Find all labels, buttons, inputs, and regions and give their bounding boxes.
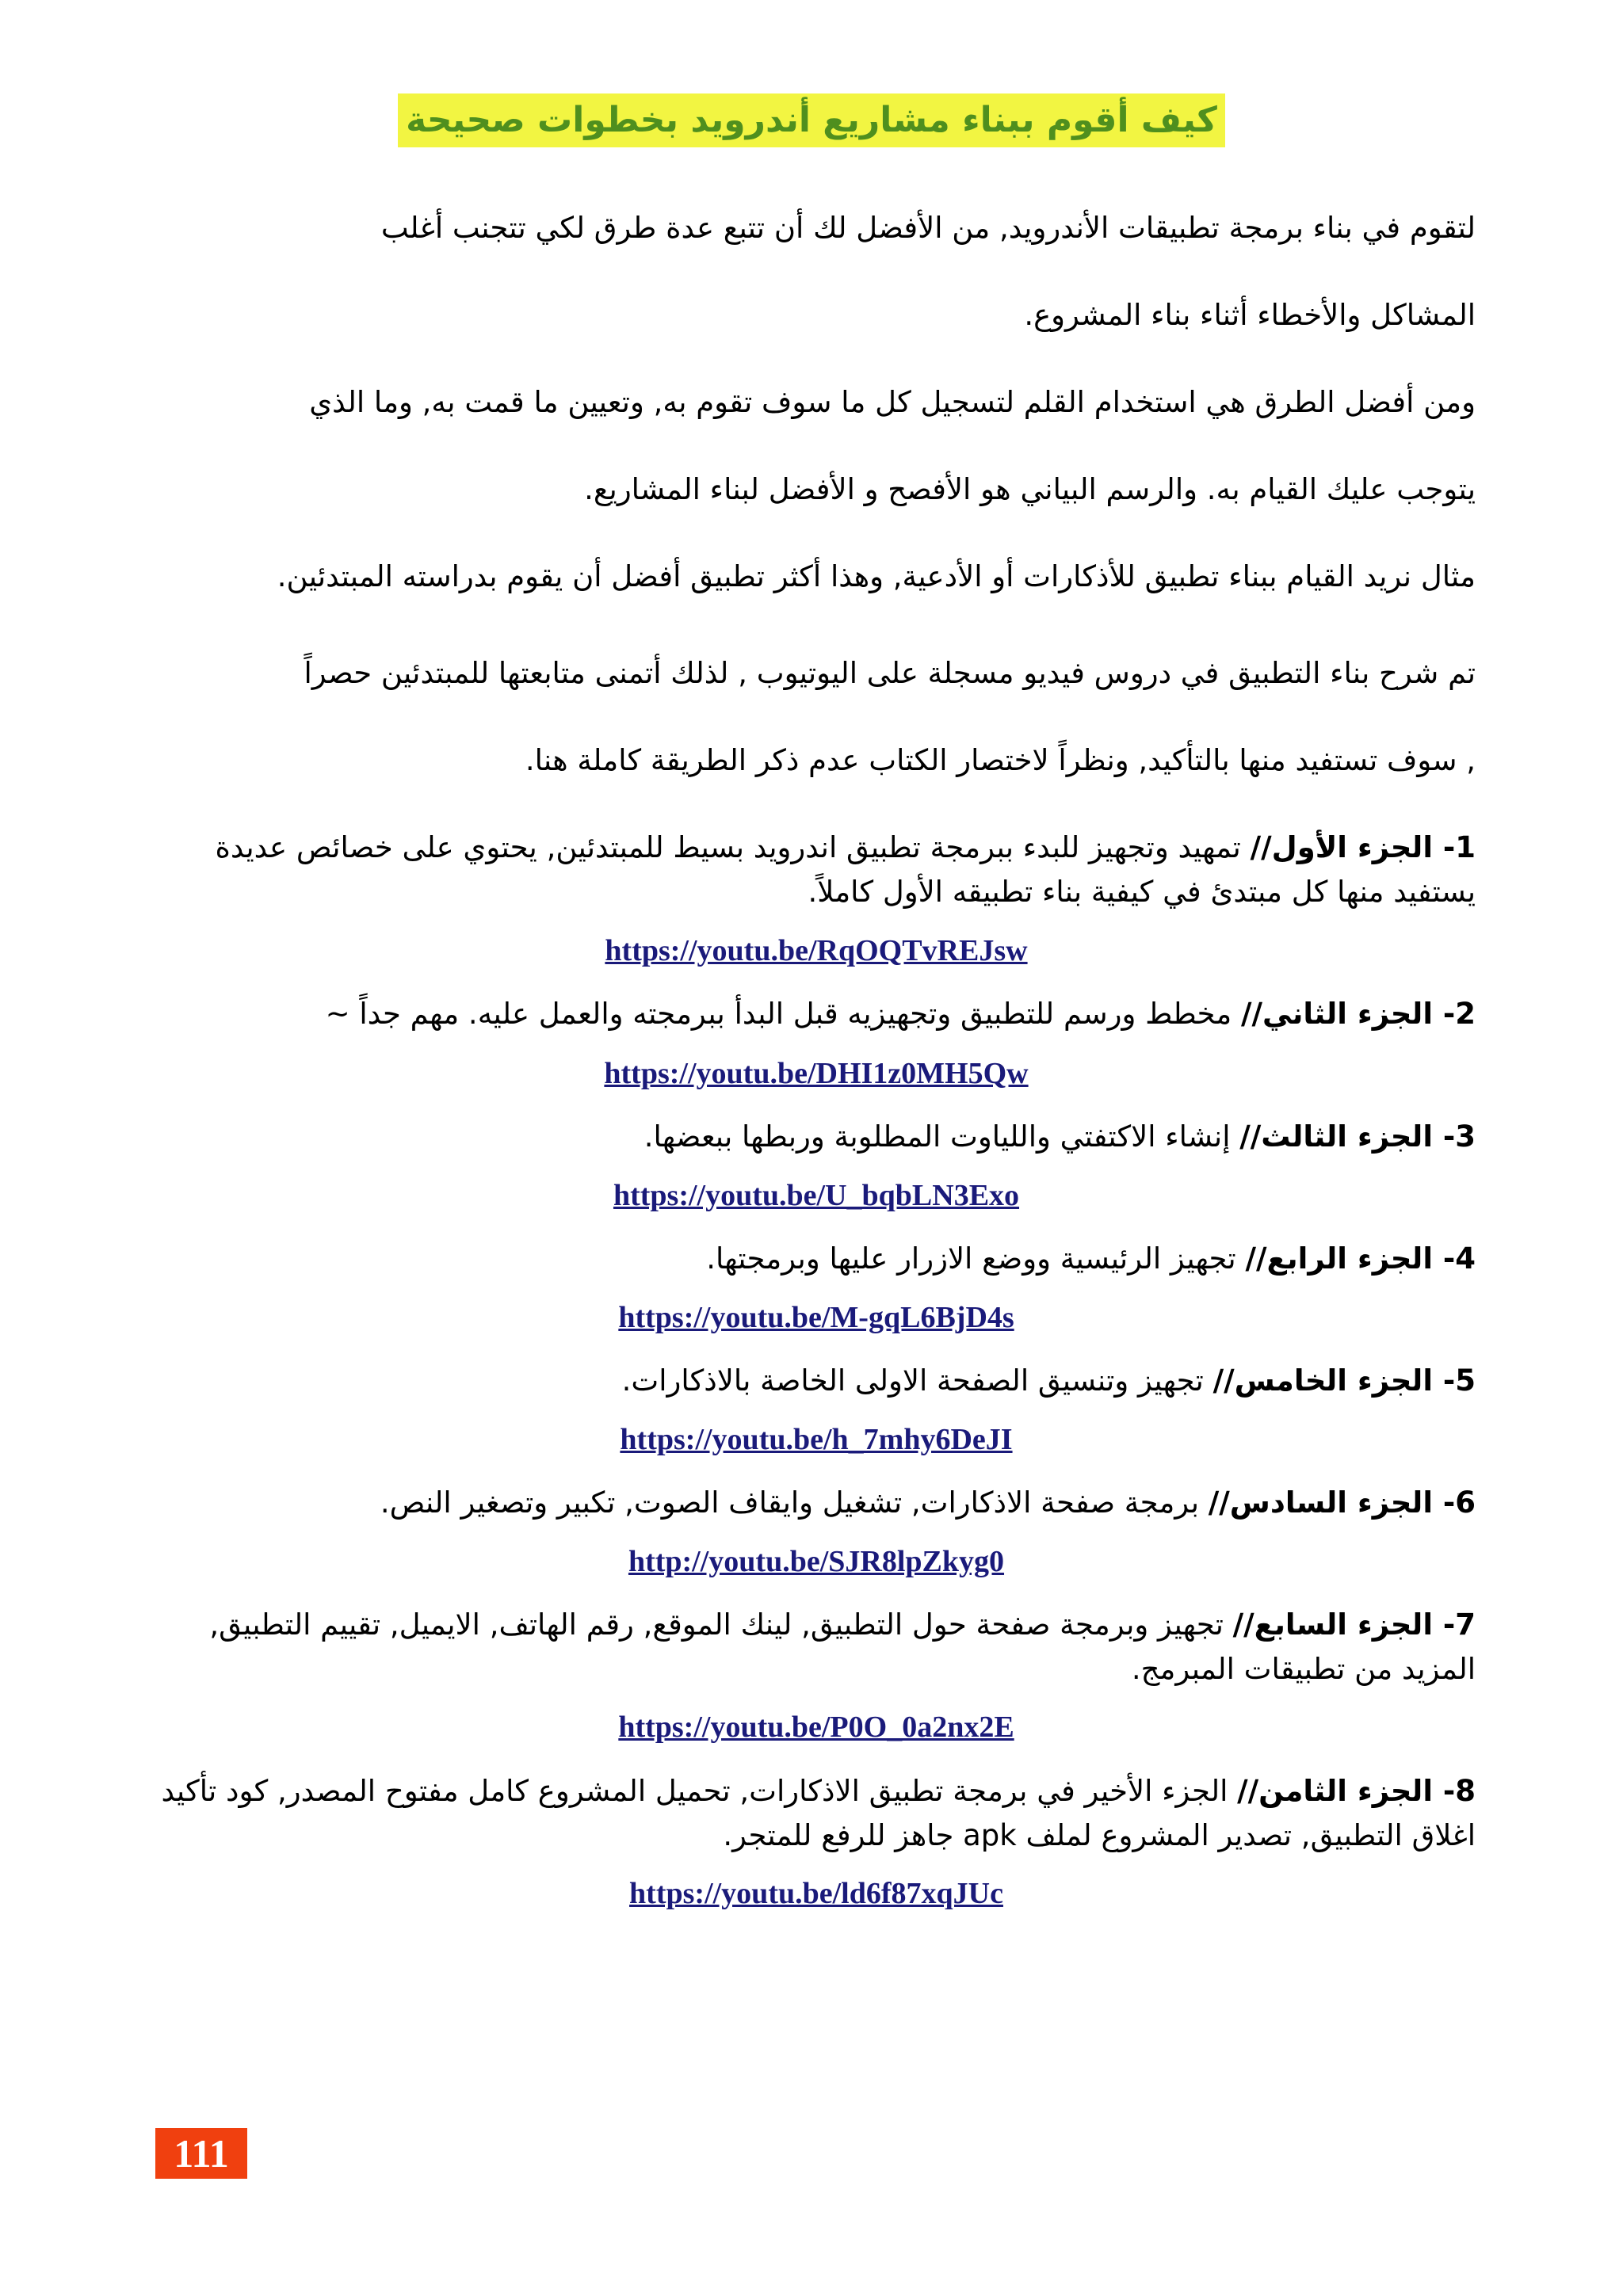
part-7 [144,1603,1476,1691]
part-6-link[interactable]: http://youtu.be/SJR8lpZkyg0 [628,1545,1005,1578]
part-text: مخطط ورسم للتطبيق وتجهيزيه قبل البدأ ببرمجته والعمل عليه. مهم جداً ~ [325,997,1242,1031]
paragraph-line: لتقوم في بناء برمجة تطبيقات الأندرويد, من الأفضل لك أن تتبع عدة طرق لكي تتجنب أغلب [380,211,1476,245]
part-7-link[interactable]: https://youtu.be/P0O_0a2nx2E [618,1711,1014,1744]
part-label: 3- الجزء الثالث// [1239,1119,1476,1154]
paragraph-2 [152,359,1476,533]
paragraph-line: مثال نريد القيام ببناء تطبيق للأذكارات أو الأدعية, وهذا أكثر تطبيق أفضل أن يقوم بدراسته المبتدئين. [277,559,1476,593]
part-2-link[interactable]: https://youtu.be/DHI1z0MH5Qw [604,1057,1029,1090]
part-2 [144,992,1476,1036]
paragraph-line: تم شرح بناء التطبيق في دروس فيديو مسجلة على اليوتيوب , لذلك أتمنى متابعتها للمبتدئين حصراً [304,656,1476,690]
part-text: تمهيد وتجهيز للبدء ببرمجة تطبيق اندرويد بسيط للمبتدئين, يحتوي على خصائص عديدة يستفيد منها كل مبتدئ في كيفية بناء تطبيقه الأول كاملاً. [215,830,1476,909]
part-3-link[interactable]: https://youtu.be/U_bqbLN3Exo [613,1179,1020,1212]
page-number: 111 [155,2128,247,2179]
part-label: 8- الجزء الثامن// [1237,1774,1476,1808]
part-label: 2- الجزء الثاني// [1241,997,1476,1031]
part-label: 4- الجزء الرابع// [1245,1241,1476,1276]
part-5-link[interactable]: https://youtu.be/h_7mhy6DeJI [620,1423,1013,1456]
part-label: 1- الجزء الأول// [1250,830,1476,864]
part-label: 6- الجزء السادس// [1208,1486,1476,1520]
part-label: 7- الجزء السابع// [1232,1608,1476,1642]
paragraph-line: يتوجب عليك القيام به. والرسم البياني هو الأفصح و الأفضل لبناء المشاريع. [584,472,1476,506]
part-8 [144,1769,1476,1858]
part-1-link[interactable]: https://youtu.be/RqOQTvREJsw [605,934,1028,967]
part-5 [144,1359,1476,1403]
part-8-link[interactable]: https://youtu.be/ld6f87xqJUc [629,1877,1003,1910]
part-1 [144,826,1476,914]
part-text: تجهيز وبرمجة صفحة حول التطبيق, لينك الموقع, رقم الهاتف, الايميل, تقييم التطبيق, المزيد من تطبيقات المبرمج. [209,1608,1476,1686]
paragraph-4 [152,630,1476,804]
part-4 [144,1237,1476,1281]
part-6 [144,1481,1476,1525]
part-4-link[interactable]: https://youtu.be/M-gqL6BjD4s [618,1301,1014,1334]
paragraph-1 [152,185,1476,359]
paragraph-line: ومن أفضل الطرق هي استخدام القلم لتسجيل كل ما سوف تقوم به, وتعيين ما قمت به, وما الذي [309,385,1476,419]
part-text: تجهيز وتنسيق الصفحة الاولى الخاصة بالاذكارات. [621,1363,1213,1398]
paragraph-3 [152,533,1476,620]
part-text: إنشاء الاكتفتي واللياوت المطلوبة وربطها ببعضها. [643,1119,1240,1154]
part-text: تجهيز الرئيسية ووضع الازرار عليها وبرمجتها. [706,1241,1246,1276]
paragraph-line: المشاكل والأخطاء أثناء بناء المشروع. [1024,298,1476,332]
page-title: كيف أقوم ببناء مشاريع أندرويد بخطوات صحيحة [398,93,1225,147]
part-3 [144,1115,1476,1159]
part-label: 5- الجزء الخامس// [1212,1363,1476,1398]
paragraph-line: , سوف تستفيد منها بالتأكيد, ونظراً لاختصار الكتاب عدم ذكر الطريقة كاملة هنا. [525,743,1476,777]
title-wrap [0,93,1623,147]
part-text: برمجة صفحة الاذكارات, تشغيل وايقاف الصوت, تكبير وتصغير النص. [380,1486,1209,1520]
part-text: الجزء الأخير في برمجة تطبيق الاذكارات, تحميل المشروع كامل مفتوح المصدر, كود تأكيد اغلاق التطبيق, تصدير المشروع لملف apk جاهز للرفع للمتجر. [161,1774,1476,1852]
